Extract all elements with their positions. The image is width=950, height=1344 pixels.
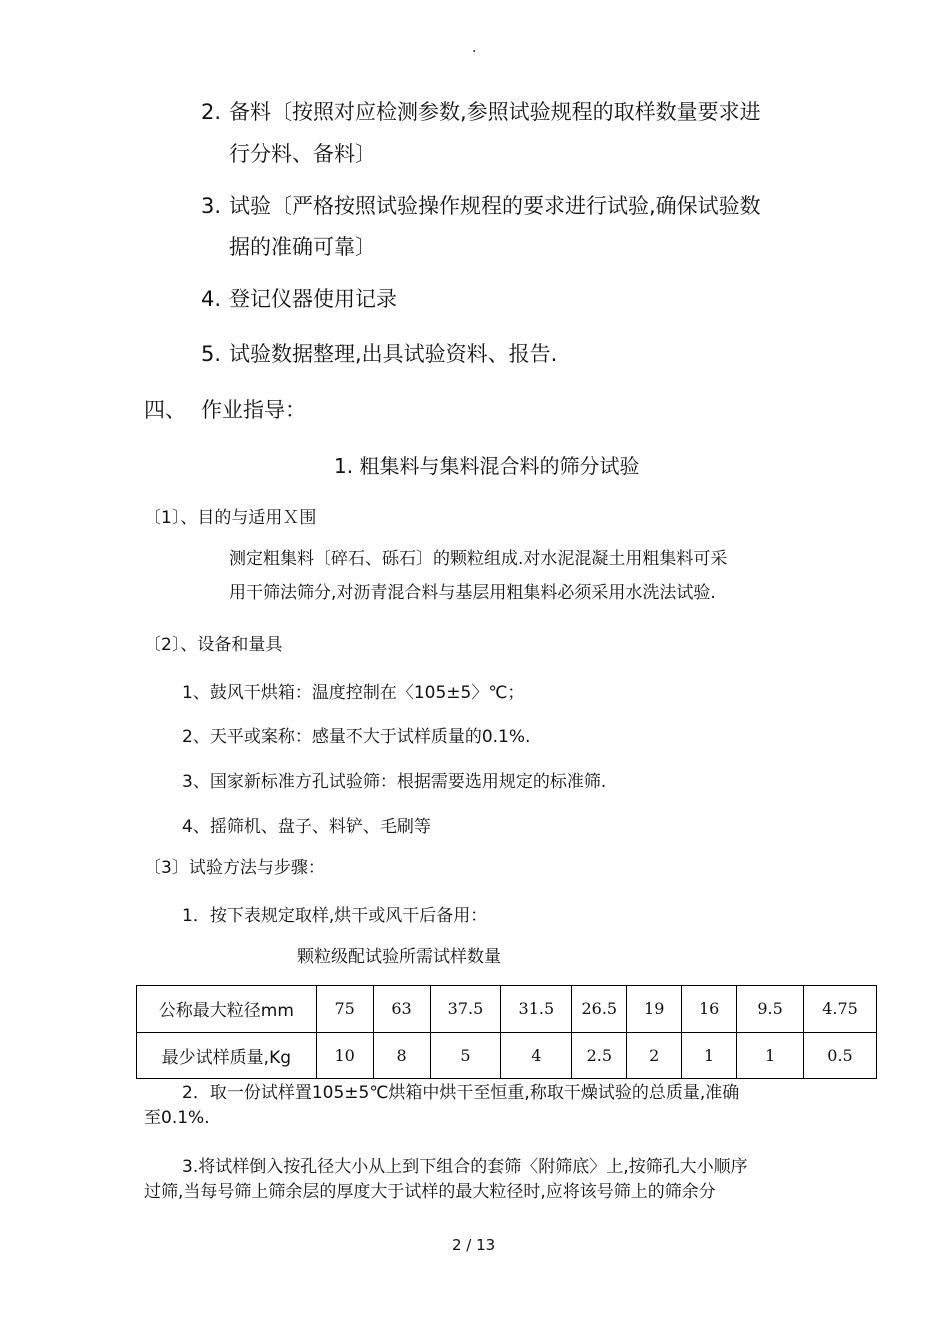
step-number: 5.	[201, 342, 222, 366]
table-cell: 8	[373, 1032, 430, 1079]
step-text: 试验〔严格按照试验操作规程的要求进行试验,确保试验数	[229, 194, 761, 218]
test-title: 1. 粗集料与集料混合料的筛分试验	[334, 454, 640, 478]
procedure-step-1: 1．按下表规定取样,烘干或风干后备用：	[182, 906, 488, 926]
row-label: 最少试样质量,Kg	[137, 1032, 317, 1079]
step-2	[201, 94, 761, 130]
table-cell: 37.5	[430, 986, 501, 1033]
header-mark: .	[472, 40, 477, 56]
subsection-2-heading: 〔2〕、设备和量具	[144, 635, 283, 655]
table-cell: 26.5	[572, 986, 627, 1033]
procedure-step-2-line-2: 至0.1%.	[144, 1108, 210, 1128]
procedure-step-3-line-1: 3.将试样倒入按孔径大小从上到下组合的套筛〈附筛底〉上,按筛孔大小顺序	[182, 1157, 748, 1177]
procedure-step-3-line-2: 过筛,当每号筛上筛余层的厚度大于试样的最大粒径时,应将该号筛上的筛余分	[144, 1182, 716, 1202]
equipment-item-4: 4、摇筛机、盘子、料铲、毛刷等	[182, 817, 431, 837]
table-cell: 16	[682, 986, 737, 1033]
subsection-1-heading: 〔1〕、目的与适用Ｘ围	[144, 508, 317, 528]
subsection-1-line-1: 测定粗集料〔碎石、砾石〕的颗粒组成.对水泥混凝土用粗集料可采	[229, 549, 728, 569]
sample-quantity-table	[136, 985, 877, 1079]
table-cell: 4	[501, 1032, 572, 1079]
step-3-continuation: 据的准确可靠〕	[229, 235, 376, 259]
step-4	[201, 281, 397, 317]
table-cell: 2	[627, 1032, 682, 1079]
step-number: 4.	[201, 287, 222, 311]
table-cell: 9.5	[737, 986, 804, 1033]
step-3	[201, 188, 761, 224]
table-cell: 0.5	[804, 1032, 877, 1079]
table-cell: 2.5	[572, 1032, 627, 1079]
subsection-1-line-2: 用干筛法筛分,对沥青混合料与基层用粗集料必须采用水洗法试验.	[229, 583, 716, 603]
procedure-step-2-line-1: 2．取一份试样置105±5℃烘箱中烘干至恒重,称取干燥试验的总质量,准确	[182, 1083, 740, 1103]
table-cell: 75	[316, 986, 373, 1033]
step-5	[201, 336, 557, 372]
table-cell: 4.75	[804, 986, 877, 1033]
step-text: 登记仪器使用记录	[229, 287, 397, 311]
step-number: 3.	[201, 194, 222, 218]
equipment-item-2: 2、天平或案称：感量不大于试样质量的0.1%.	[182, 727, 531, 747]
table-cell: 10	[316, 1032, 373, 1079]
table-cell: 19	[627, 986, 682, 1033]
step-2-continuation: 行分料、备料〕	[229, 142, 376, 166]
step-number: 2.	[201, 100, 222, 124]
step-text: 试验数据整理,出具试验资料、报告.	[229, 342, 558, 366]
subsection-3-heading: 〔3〕试验方法与步骤：	[144, 858, 325, 878]
section-4-number: 四、	[144, 398, 186, 422]
section-4-title: 作业指导：	[201, 398, 306, 422]
table-cell: 1	[737, 1032, 804, 1079]
step-text: 备料〔按照对应检测参数,参照试验规程的取样数量要求进	[229, 100, 761, 124]
table-row	[137, 1032, 877, 1079]
table-cell: 1	[682, 1032, 737, 1079]
equipment-item-3: 3、国家新标准方孔试验筛：根据需要选用规定的标准筛.	[182, 772, 607, 792]
table-cell: 31.5	[501, 986, 572, 1033]
row-label: 公称最大粒径mm	[137, 986, 317, 1033]
table-cell: 63	[373, 986, 430, 1033]
table-cell: 5	[430, 1032, 501, 1079]
table-row	[137, 986, 877, 1033]
table-caption: 颗粒级配试验所需试样数量	[297, 947, 501, 967]
page-number: 2 / 13	[452, 1236, 496, 1254]
equipment-item-1: 1、鼓风干烘箱：温度控制在〈105±5〉℃；	[182, 683, 525, 703]
